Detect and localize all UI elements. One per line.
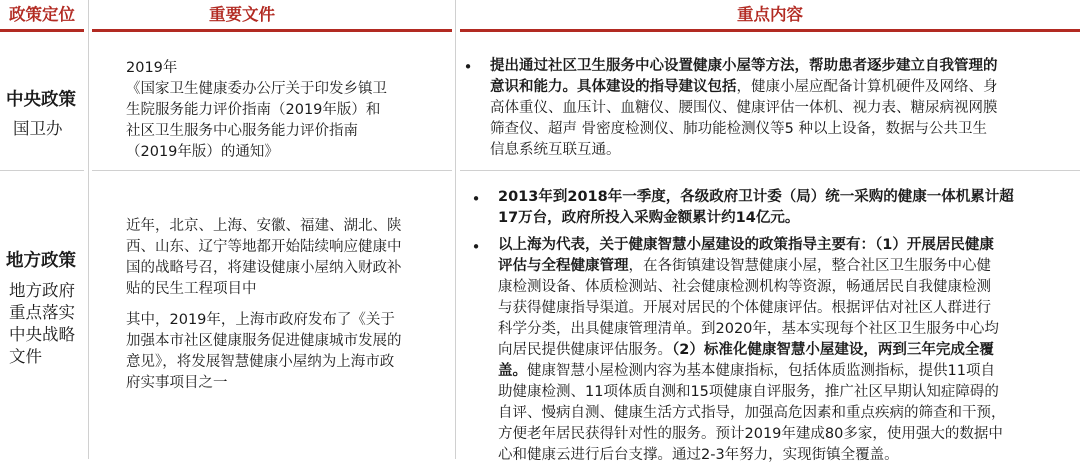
local-policy-sub-3: 中央战略 (9, 325, 75, 344)
row-divider-col2 (92, 170, 452, 171)
header-policy-position: 政策定位 (9, 4, 75, 24)
local-document-text-1: 近年，北京、上海、安徽、福建、湖北、陕 西、山东、辽宁等地都开始陆续响应健康中 国的战略号召，将建设健康小屋纳入财政补 贴的民生工程项目中 (126, 218, 402, 297)
local-policy-sub-4: 文件 (9, 347, 42, 366)
header-underline-2 (92, 29, 452, 32)
central-policy-agency: 国卫办 (13, 119, 63, 138)
local-policy-sub-2: 重点落实 (9, 303, 75, 322)
central-key-point: 提出通过社区卫生服务中心设置健康小屋等方法，帮助患者逐步建立自我管理的 意识和能力。具体建设的指导建议包括，健康小屋应配备计算机硬件及网络、身 高体重仪、血压计、血糖仪、腰围仪、健康评估一体机、视力表、糖尿病视网膜 筛查仪、超声 骨密度检测仪、肺功能检测仪等5 种以上设备，数据与公共卫生 信息系统互联互通。 (490, 58, 998, 158)
central-policy-title: 中央政策 (6, 90, 76, 110)
local-policy-sub-1: 地方政府 (9, 281, 75, 300)
column-divider-2 (455, 0, 456, 459)
header-underline-3 (460, 29, 1080, 32)
bullet-icon (460, 57, 476, 77)
bullet-icon (468, 237, 484, 257)
row-divider-col3 (460, 170, 1080, 171)
header-key-content: 重点内容 (737, 4, 803, 24)
local-document-text-2: 其中，2019年，上海市政府发布了《关于 加强本市社区健康服务促进健康城市发展的 意见》，将发展智慧健康小屋纳为上海市政 府实事项目之一 (126, 312, 402, 391)
bullet-icon (468, 189, 484, 209)
local-key-point-1: 2013年到2018年一季度，各级政府卫计委（局）统一采购的健康一体机累计超 17万台，政府所投入采购金额累计约14亿元。 (498, 189, 1014, 226)
row-divider-col1 (0, 170, 84, 171)
column-divider-1 (88, 0, 89, 459)
header-important-documents: 重要文件 (209, 4, 275, 24)
local-key-point-2: 以上海为代表，关于健康智慧小屋建设的政策指导主要有：（1）开展居民健康 评估与全程健康管理，在各街镇建设智慧健康小屋，整合社区卫生服务中心健 康检测设备、体质检测站、社会健康检测机构等资源，畅通居民自我健康检测 与获得健康指导渠道。开展对居民的个体健康评估。根据评估对社区人群进行 科学分类，出具健康管理清单。到2020年，基本实现每个社区卫生服务中心均 向居民提供健康评估服务。（2）标准化健康智慧小屋建设，两到三年完成全覆 盖。健康智慧小屋检测内容为基本健康指标，包括体质监测指标，提供11项自 助健康检测、11项体质自测和15项健康自评服务，推广社区早期认知症障碍的 自评、慢病自测、健康生活方式指导，加强高危因素和重点疾病的筛查和干预， 方便老年居民获得针对性的服务。预计2019年建成80多家，使用强大的数据中 心和健康云进行后台支撑。通过2-3年努力，实现街镇全覆盖。 (498, 237, 1006, 463)
header-underline-1 (0, 29, 84, 32)
local-policy-title: 地方政策 (6, 251, 76, 271)
central-document-text: 2019年 《国家卫生健康委办公厅关于印发乡镇卫 生院服务能力评价指南（2019年版）和 社区卫生服务中心服务能力评价指南 （2019年版）的通知》 (126, 60, 387, 160)
